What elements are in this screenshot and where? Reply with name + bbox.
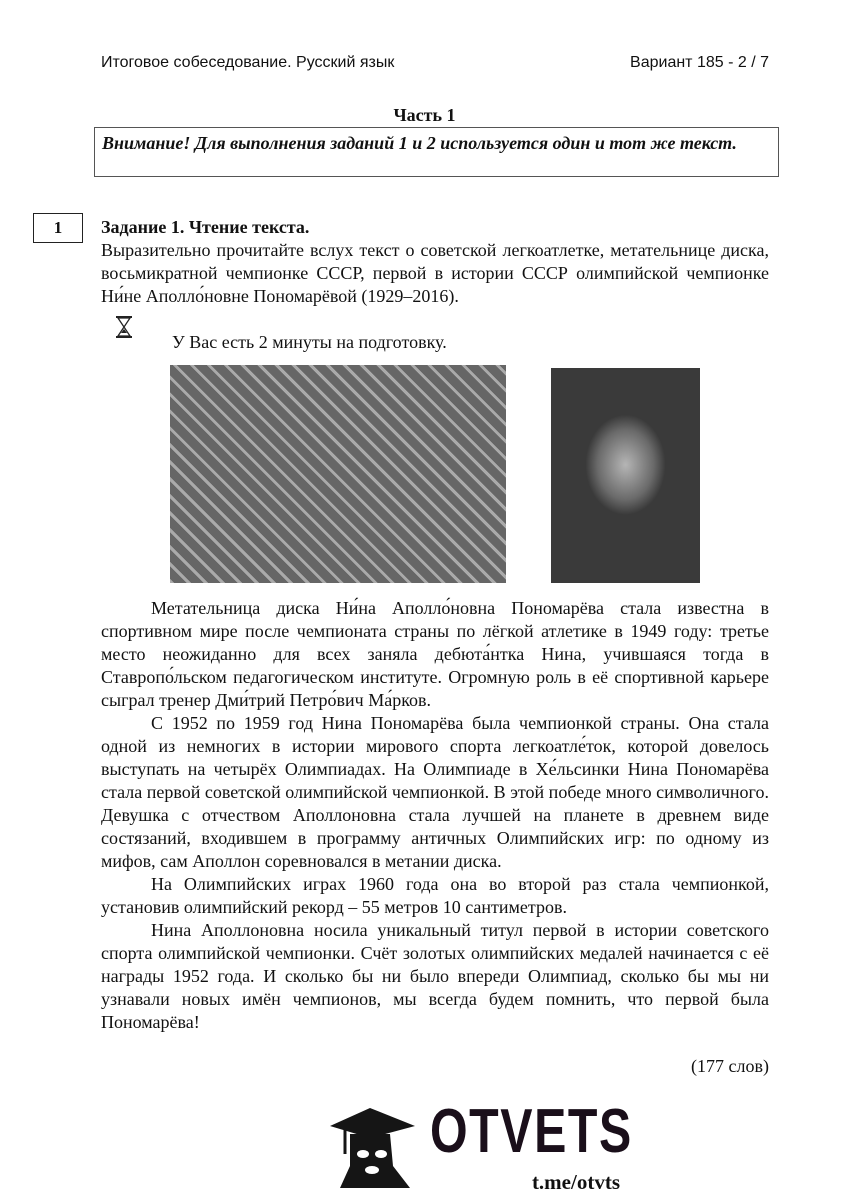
paragraph: С 1952 по 1959 год Нина Пономарёва была чемпионкой страны. Она стала одной из немногих в истории мирового спорта легкоатле́ток, которой довелось выступать на четырёх Олимпиадах. На Олимпиаде в Хе́льсинки Нина Пономарёва стала первой советской олимпийской чемпионкой. В этой победе много символичного. Девушка с отчеством Аполлоновна стала лучшей на планете в древнем виде состязаний, входившем в программу античных Олимпийских игр: по одному из мифов, сам Аполлон соревновался в метании диска.	[101, 713, 769, 871]
reading-text	[101, 597, 769, 1034]
header-variant: Вариант 185 - 2 / 7	[630, 54, 769, 71]
logo-link[interactable]: t.me/otvts	[531, 1170, 620, 1194]
hourglass-icon	[114, 315, 134, 339]
photo-athlete-throwing	[170, 365, 506, 583]
task-number: 1	[33, 213, 83, 243]
photo-athlete-portrait	[551, 368, 700, 583]
paragraph: Нина Аполлоновна носила уникальный титул первой в истории советского спорта олимпийской чемпионки. Счёт золотых олимпийских медалей начинается с её награды 1952 года. И сколько бы ни было впереди Олимпиад, сколько бы мы ни узнавали новых имён чемпионов, мы всегда будем помнить, что первой была Пономарёва!	[101, 920, 769, 1032]
paragraph: На Олимпийских играх 1960 года она во второй раз стала чемпионкой, установив олимпийский рекорд – 55 метров 10 сантиметров.	[101, 874, 769, 917]
word-count: (177 слов)	[691, 1056, 769, 1076]
logo-name: OTVETS	[430, 1097, 633, 1166]
graduate-mask-icon	[325, 1096, 425, 1196]
task-title: Задание 1. Чтение текста.	[101, 217, 310, 237]
task-instructions	[101, 216, 769, 308]
task-instruction: Выразительно прочитайте вслух текст о советской легкоатлетке, метательнице диска, восьмикратной чемпионке СССР, первой в истории СССР олимпийской чемпионке Ни́не Аполло́новне Пономарёвой (1929–2016).	[101, 240, 769, 306]
header-subject: Итоговое собеседование. Русский язык	[101, 54, 395, 71]
part-title: Часть 1	[393, 105, 456, 125]
prep-time: У Вас есть 2 минуты на подготовку.	[172, 332, 447, 352]
paragraph: Метательница диска Ни́на Аполло́новна Пономарёва стала известна в спортивном мире после чемпионата страны по лёгкой атлетике в 1949 году: третье место неожиданно для всех заняла дебюта́нтка Нина, учившаяся тогда в Ставропо́льском педагогическом институте. Огромную роль в её спортивной карьере сыграл тренер Дми́трий Петро́вич Ма́рков.	[101, 598, 769, 710]
attention-box: Внимание! Для выполнения заданий 1 и 2 используется один и тот же текст.	[94, 127, 779, 177]
otvets-logo	[325, 1096, 633, 1196]
